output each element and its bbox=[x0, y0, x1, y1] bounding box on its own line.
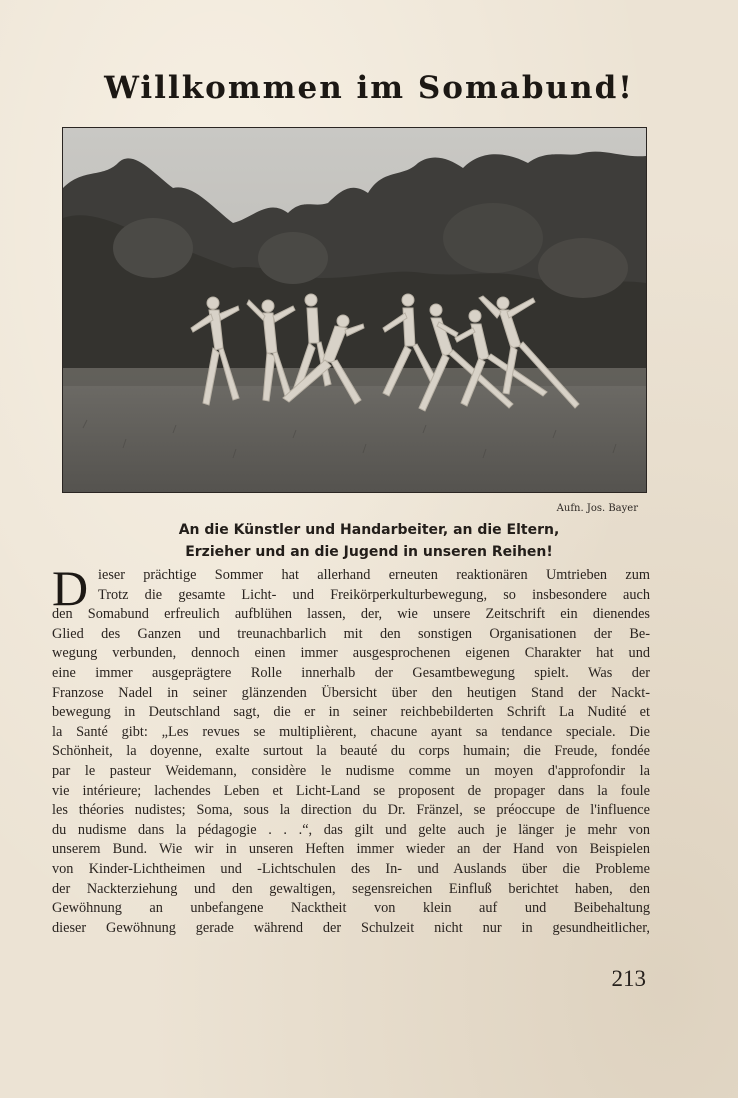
body-line: Glied des Ganzen und treunachbarlich mit den sonstigen Organisationen der Be- bbox=[52, 625, 650, 642]
body-line: eine immer ausgeprägtere Rolle innerhalb der Gesamtbewegung spielt. Was der bbox=[52, 664, 650, 681]
subtitle bbox=[0, 519, 738, 563]
body-line: den Somabund erfreulich aufblühen lassen, der, wie unsere Zeitschrift ein dienendes bbox=[52, 606, 650, 623]
page-number: 213 bbox=[611, 966, 646, 991]
article-body bbox=[52, 560, 650, 938]
body-line: ieser prächtige Sommer hat allerhand erneuten reaktionären Umtrieben zum bbox=[98, 567, 650, 583]
photo-dancers-icon bbox=[63, 128, 646, 492]
page-title: Willkommen im Somabund! bbox=[104, 70, 634, 106]
body-line: dieser Gewöhnung gerade während der Schulzeit nicht nur in gesundheitlicher, bbox=[52, 919, 650, 936]
body-line: Trotz die gesamte Licht- und Freikörperkulturbewegung, so insbesondere auch bbox=[98, 586, 650, 603]
body-line: Franzose Nadel in seiner glänzenden Übersicht über den heutigen Stand der Nackt- bbox=[52, 684, 650, 701]
body-line: les théories nudistes; Soma, sous la direction du Dr. Fränzel, se préoccupe de l'influence bbox=[52, 802, 650, 819]
body-line: par le pasteur Weidemann, considère le nudisme comme un moyen d'approfondir la bbox=[52, 762, 650, 779]
subtitle-line-2: Erzieher und an die Jugend in unseren Reihen! bbox=[185, 544, 553, 560]
subtitle-line-1: An die Künstler und Handarbeiter, an die Eltern, bbox=[178, 522, 560, 538]
body-line: unserem Bund. Wie wir in unseren Heften immer wieder an der Hand von Beispielen bbox=[52, 841, 650, 858]
body-line: Gewöhnung an unbefangene Nacktheit von klein auf und Beibehaltung bbox=[52, 900, 650, 917]
body-line: von Kinder-Lichtheimen und -Lichtschulen des In- und Auslands über die Probleme bbox=[52, 860, 650, 877]
body-line: wegung verbunden, dennoch einen immer ausgesprochenen eigenen Charakter hat und bbox=[52, 645, 650, 662]
body-line: vie intérieure; lachendes Leben et Licht-Land se proposent de propager dans la foule bbox=[52, 782, 650, 799]
body-line: der Nackterziehung und den gewaltigen, segensreichen Einfluß berichtet haben, den bbox=[52, 880, 650, 897]
drop-cap: D bbox=[52, 560, 89, 616]
body-line: Schönheit, la doyenne, exalte surtout la beauté du corps humain; die Freude, fondée bbox=[52, 743, 650, 760]
photo-credit: Aufn. Jos. Bayer bbox=[556, 503, 638, 514]
body-line: bewegung in Deutschland sagt, die er in seiner reichbebilderten Schrift La Nudité et bbox=[52, 704, 650, 721]
body-line: la Santé gibt: „Les revues se multiplièrent, chacune ayant sa tendance speciale. Die bbox=[52, 723, 650, 740]
photograph bbox=[62, 127, 647, 493]
body-line: du nudisme dans la pédagogie . . .“, das gilt und gelte auch je länger je mehr von bbox=[52, 821, 650, 838]
